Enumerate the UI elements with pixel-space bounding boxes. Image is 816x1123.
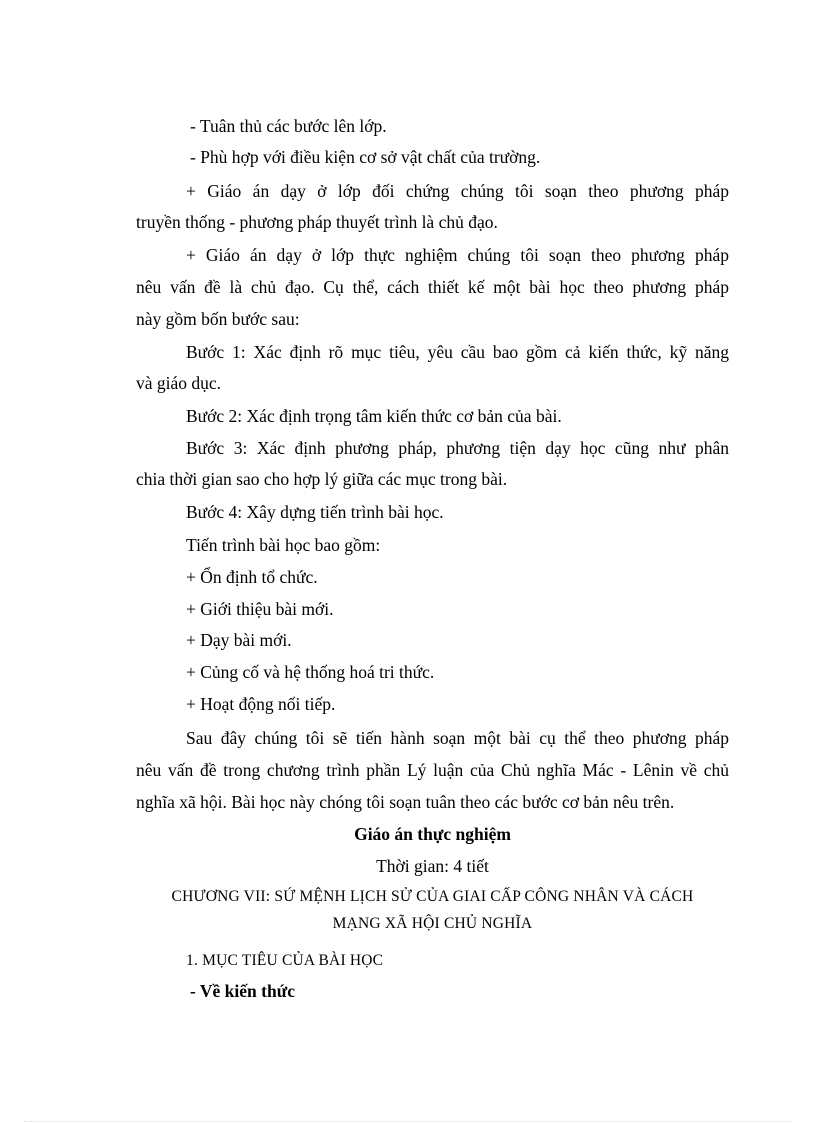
list-item: + Củng cố và hệ thống hoá tri thức.: [186, 662, 435, 682]
list-item: + Ổn định tổ chức.: [186, 567, 318, 587]
text-line: này gồm bốn bước sau:: [136, 309, 300, 329]
lesson-plan-title: Giáo án thực nghiệm: [354, 824, 511, 844]
text-line: Bước 4: Xây dựng tiến trình bài học.: [186, 502, 444, 522]
text-line: - Tuân thủ các bước lên lớp.: [190, 116, 387, 136]
text-line: truyền thống - phương pháp thuyết trình là chủ đạo.: [136, 212, 498, 232]
list-item: + Dạy bài mới.: [186, 630, 292, 650]
chapter-heading: MẠNG XÃ HỘI CHỦ NGHĨA: [332, 915, 533, 932]
chapter-heading: CHƯƠNG VII: SỨ MỆNH LỊCH SỬ CỦA GIAI CẤP CÔNG NHÂN VÀ CÁCH: [171, 888, 694, 905]
text-line: chia thời gian sao cho hợp lý giữa các mục trong bài.: [136, 469, 508, 489]
section-heading: 1. MỤC TIÊU CỦA BÀI HỌC: [186, 952, 384, 969]
list-item: + Giới thiệu bài mới.: [186, 599, 334, 619]
text-line: nêu vấn đề trong chương trình phần Lý luận của Chủ nghĩa Mác - Lênin về chủ: [136, 760, 729, 780]
text-line: + Giáo án dạy ở lớp thực nghiệm chúng tôi soạn theo phương pháp: [186, 245, 729, 265]
text-line: Sau đây chúng tôi sẽ tiến hành soạn một bài cụ thể theo phương pháp: [186, 728, 729, 748]
text-line: Bước 1: Xác định rõ mục tiêu, yêu cầu bao gồm cả kiến thức, kỹ năng: [186, 342, 729, 362]
list-item: + Hoạt động nối tiếp.: [186, 694, 336, 714]
text-line: Tiến trình bài học bao gồm:: [186, 535, 381, 555]
text-line: nêu vấn đề là chủ đạo. Cụ thể, cách thiết kế một bài học theo phương pháp: [136, 277, 729, 297]
duration-line: Thời gian: 4 tiết: [376, 856, 489, 876]
text-line: nghĩa xã hội. Bài học này chóng tôi soạn tuân theo các bước cơ bản nêu trên.: [136, 792, 675, 812]
page-bottom-rule: [24, 1121, 792, 1122]
subsection-heading: - Về kiến thức: [190, 981, 295, 1001]
text-line: - Phù hợp với điều kiện cơ sở vật chất của trường.: [190, 147, 541, 167]
text-line: Bước 2: Xác định trọng tâm kiến thức cơ bản của bài.: [186, 406, 562, 426]
text-line: + Giáo án dạy ở lớp đối chứng chúng tôi soạn theo phương pháp: [186, 181, 729, 201]
text-line: Bước 3: Xác định phương pháp, phương tiện dạy học cũng như phân: [186, 438, 729, 458]
text-line: và giáo dục.: [136, 373, 222, 393]
